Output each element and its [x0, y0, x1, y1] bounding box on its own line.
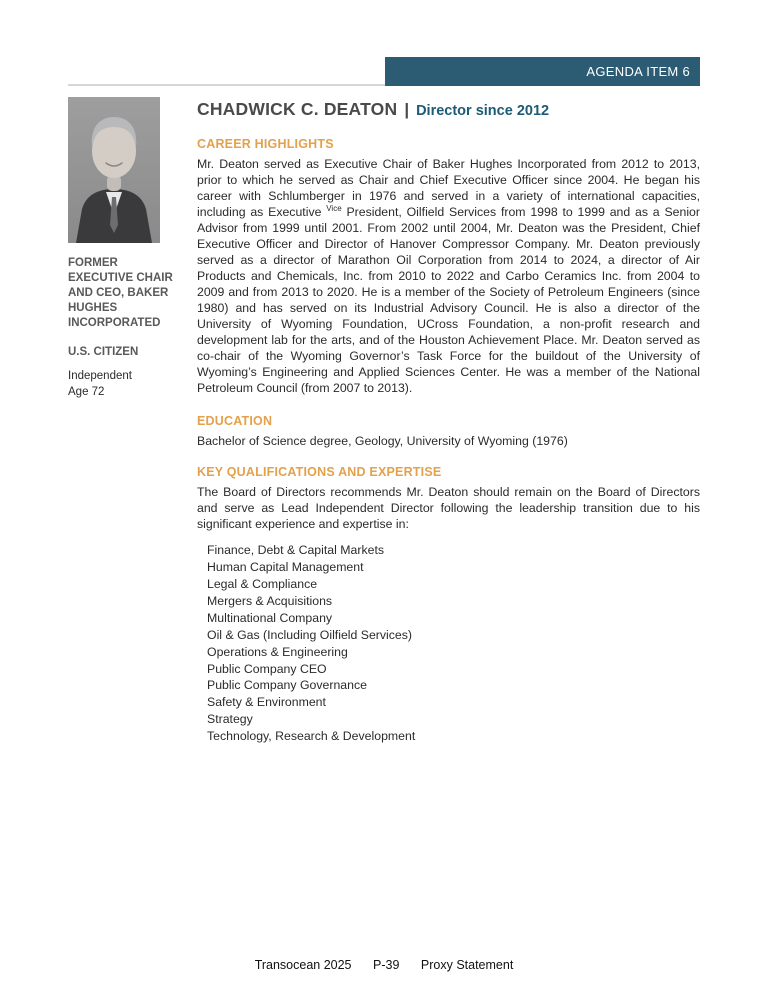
director-photo	[68, 97, 160, 243]
list-item: Technology, Research & Development	[207, 729, 416, 744]
list-item: Operations & Engineering	[207, 644, 348, 659]
career-text-after-vice: President, Oilfield Services from 1998 to 1999 and as a Senior Advisor from 1999 until 2001. From 2002 until 2004, Mr. Deaton was the President, Chief Executive Officer and Director of Hanover Compressor Company. Mr. Deaton previously served as a director of Marathon Oil Corporation from 2014 to 2024, a director of Air Products and Chemicals, Inc. from 2010 to 2022 and Carbo Ceramics Inc. from 2004 to 2009 and from 2013 to 2020. He is a member of the Society of Petroleum Engineers (since 1980) and has served on its Industrial Advisory Council. He is also a director of the University of Wyoming Foundation, UCross Foundation, a non-profit research and development lab for the arts, and of the Houston Achievement Place. Mr. Deaton served as co-chair of the Wyoming Governor’s Task Force for the buildout of the University of Wyoming’s Engineering and Applied Sciences Center. He was a member of the National Petroleum Council (from 2007 to 2013).	[197, 204, 700, 395]
agenda-item-banner: AGENDA ITEM 6	[385, 57, 700, 86]
career-highlights-heading: CAREER HIGHLIGHTS	[197, 137, 334, 151]
list-item: Public Company Governance	[207, 678, 367, 693]
list-item: Mergers & Acquisitions	[207, 593, 333, 608]
education-text: Bachelor of Science degree, Geology, University of Wyoming (1976)	[197, 433, 568, 448]
page-header-rule	[68, 0, 700, 86]
director-name-header	[197, 99, 700, 120]
education-heading: EDUCATION	[197, 413, 273, 428]
list-item: Finance, Debt & Capital Markets	[207, 542, 385, 557]
vice-superscript: Vice	[326, 203, 342, 213]
director-tenure: Director since 2012	[416, 103, 550, 119]
list-item: Safety & Environment	[207, 695, 326, 710]
list-item: Multinational Company	[207, 610, 333, 625]
page-footer	[0, 958, 768, 972]
footer-brand: Transocean 2025	[254, 958, 352, 972]
director-sidebar	[68, 97, 197, 745]
list-item: Public Company CEO	[207, 661, 327, 676]
career-highlights-paragraph	[197, 157, 700, 397]
name-tenure-separator: |	[404, 100, 410, 119]
age-label: Age 72	[68, 386, 105, 399]
key-qualifications-intro: The Board of Directors recommends Mr. Deaton should remain on the Board of Directors and serve as Lead Independent Director following the leadership transition due to his significant experience and expertise in:	[197, 484, 700, 531]
list-item: Oil & Gas (Including Oilfield Services)	[207, 627, 413, 642]
director-bio	[197, 97, 700, 745]
list-item: Legal & Compliance	[207, 576, 318, 591]
career-text-before-vice: Mr. Deaton served as Executive Chair of Baker Hughes Incorporated from 2012 to 2013, prior to which he served as Chair and Chief Executive Officer since 2004. He began his career with Schlumberger in 1976 and served in a variety of international capacities, including as Executive	[197, 157, 700, 219]
list-item: Human Capital Management	[207, 559, 364, 574]
former-role-label: FORMER EXECUTIVE CHAIR AND CEO, BAKER HUGHES INCORPORATED	[68, 257, 173, 329]
director-name: CHADWICK C. DEATON	[197, 99, 398, 119]
qualifications-list	[197, 542, 700, 746]
independence-label: Independent	[68, 369, 132, 382]
citizenship-label: U.S. CITIZEN	[68, 345, 139, 358]
footer-doc-title: Proxy Statement	[420, 958, 514, 972]
page-content	[68, 97, 700, 745]
list-item: Strategy	[207, 712, 253, 727]
key-qualifications-heading: KEY QUALIFICATIONS AND EXPERTISE	[197, 464, 442, 479]
footer-page-number: P-39	[373, 958, 400, 972]
